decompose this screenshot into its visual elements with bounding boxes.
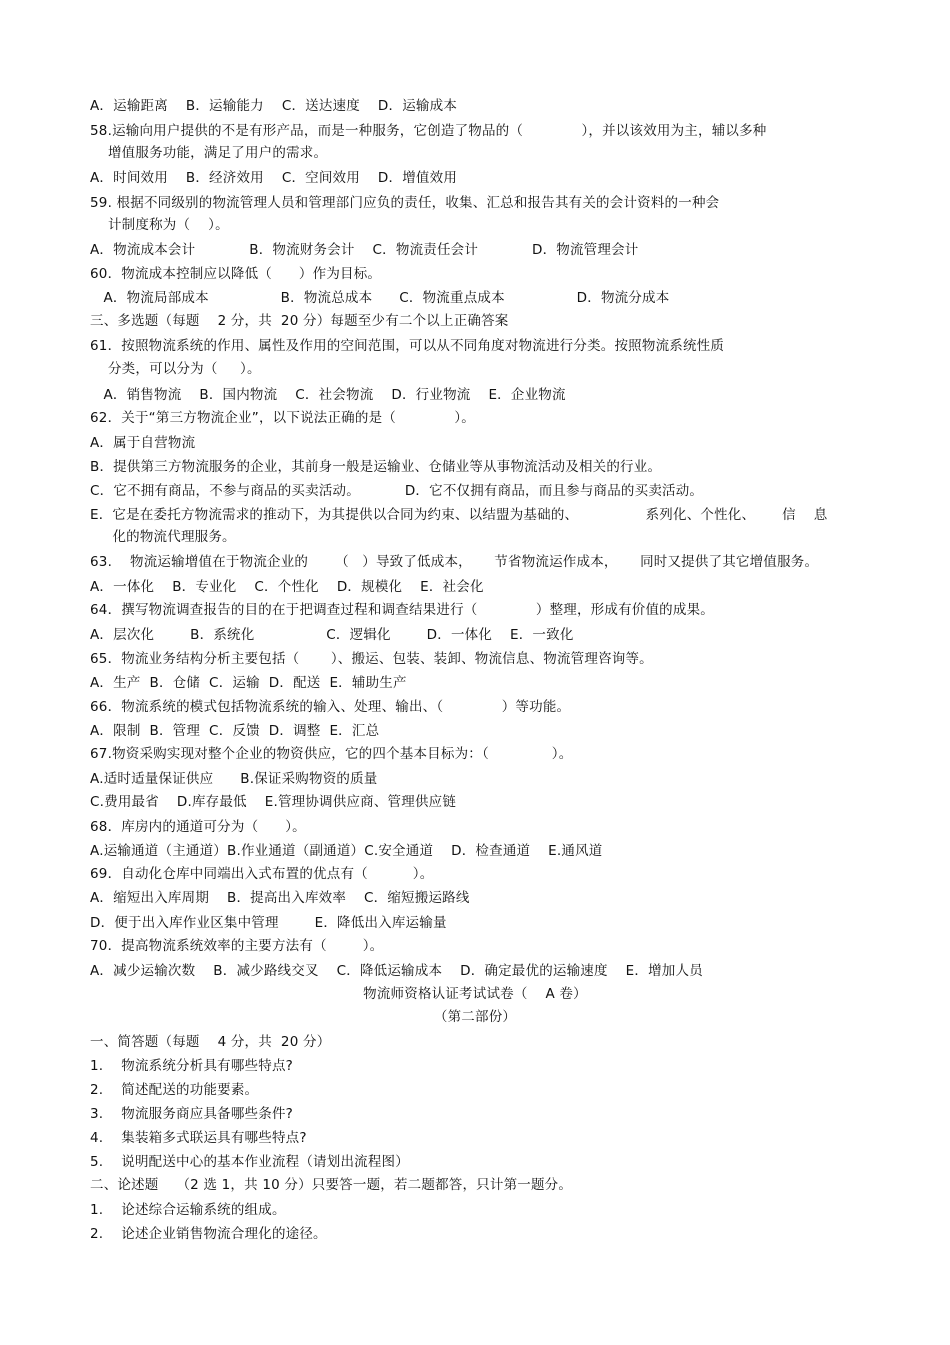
q60-text: 60．物流成本控制应以降低（ ）作为目标。 — [90, 266, 382, 282]
q58-text-cont: 增值服务功能，满足了用户的需求。 — [90, 145, 328, 161]
q67-options-ab: A.适时适量保证供应 B.保证采购物资的质量 — [90, 771, 378, 787]
short-answer-item: 4. 集装箱多式联运具有哪些特点? — [90, 1130, 307, 1146]
q58-options: A．时间效用 B．经济效用 C．空间效用 D．增值效用 — [90, 170, 458, 186]
q70-text: 70．提高物流系统效率的主要方法有（ ）。 — [90, 938, 384, 954]
q62-option-b: B．提供第三方物流服务的企业，其前身一般是运输业、仓储业等从事物流活动及相关的行业。 — [90, 459, 662, 475]
q68-text: 68．库房内的通道可分为（ ）。 — [90, 819, 306, 835]
short-answer-item: 3. 物流服务商应具备哪些条件? — [90, 1106, 294, 1122]
q62-option-e-cont: 化的物流代理服务。 — [90, 529, 236, 545]
short-answer-item: 2. 简述配送的功能要素。 — [90, 1082, 259, 1098]
q62-option-c-d: C．它不拥有商品，不参与商品的买卖活动。 D．它不仅拥有商品，而且参与商品的买卖活动。 — [90, 483, 704, 499]
q66-text: 66．物流系统的模式包括物流系统的输入、处理、输出、（ ）等功能。 — [90, 699, 571, 715]
section-essay-heading: 二、论述题 （2 选 1，共 10 分）只要答一题，若二题都答，只计第一题分。 — [90, 1177, 573, 1193]
q70-options: A．减少运输次数 B．减少路线交叉 C．降低运输成本 D．确定最优的运输速度 E．增加人员 — [90, 963, 703, 979]
q59-text: 59. 根据不同级别的物流管理人员和管理部门应负的责任，收集、汇总和报告其有关的会计资料的一种会 — [90, 195, 720, 211]
short-answer-item: 5. 说明配送中心的基本作业流程（请划出流程图） — [90, 1154, 409, 1170]
q66-options: A．限制 B．管理 C．反馈 D．调整 E．汇总 — [90, 723, 380, 739]
q64-text: 64．撰写物流调查报告的目的在于把调查过程和调查结果进行（ ）整理，形成有价值的成果。 — [90, 602, 714, 618]
short-answer-item: 1. 物流系统分析具有哪些特点? — [90, 1058, 294, 1074]
q57-options: A．运输距离 B．运输能力 C．送达速度 D．运输成本 — [90, 98, 458, 114]
q69-text: 69．自动化仓库中同端出入式布置的优点有（ ）。 — [90, 866, 434, 882]
q59-options: A．物流成本会计 B．物流财务会计 C．物流责任会计 D．物流管理会计 — [90, 242, 639, 258]
exam-title: 物流师资格认证考试试卷（ A 卷） — [363, 986, 587, 1002]
q64-options: A．层次化 B．系统化 C．逻辑化 D．一体化 E．一致化 — [90, 627, 574, 643]
section-short-answer-heading: 一、简答题（每题 4 分，共 20 分） — [90, 1034, 331, 1050]
q62-option-e: E．它是在委托方物流需求的推动下，为其提供以合同为约束、以结盟为基础的、 系列化、个性化、 信 息 — [90, 507, 828, 523]
q67-options-cde: C.费用最省 D.库存最低 E.管理协调供应商、管理供应链 — [90, 794, 457, 810]
q62-text: 62．关于“第三方物流企业”，以下说法正确的是（ ）。 — [90, 410, 476, 426]
q63-text: 63. 物流运输增值在于物流企业的 （ ）导致了低成本， 节省物流运作成本， 同时又提供了其它增值服务。 — [90, 554, 819, 570]
q62-option-a: A．属于自营物流 — [90, 435, 196, 451]
q69-options-abc: A．缩短出入库周期 B．提高出入库效率 C．缩短搬运路线 — [90, 890, 470, 906]
q65-options: A．生产 B．仓储 C．运输 D．配送 E．辅助生产 — [90, 675, 407, 691]
section-multiple-choice-heading: 三、多选题（每题 2 分，共 20 分）每题至少有二个以上正确答案 — [90, 313, 509, 329]
q60-options: A．物流局部成本 B．物流总成本 C．物流重点成本 D．物流分成本 — [90, 290, 670, 306]
q67-text: 67.物资采购实现对整个企业的物资供应，它的四个基本目标为：（ ）。 — [90, 746, 573, 762]
q61-text-cont: 分类，可以分为（ ）。 — [90, 361, 261, 377]
q68-options: A.运输通道（主通道）B.作业通道（副通道）C.安全通道 D．检查通道 E.通风道 — [90, 843, 603, 859]
exam-subtitle: （第二部份） — [433, 1009, 517, 1025]
q61-text: 61．按照物流系统的作用、属性及作用的空间范围，可以从不同角度对物流进行分类。按照物流系统性质 — [90, 338, 725, 354]
essay-item: 2. 论述企业销售物流合理化的途径。 — [90, 1226, 327, 1242]
q59-text-cont: 计制度称为（ ）。 — [90, 217, 229, 233]
q61-options: A．销售物流 B．国内物流 C．社会物流 D．行业物流 E．企业物流 — [90, 387, 566, 403]
q58-text: 58.运输向用户提供的不是有形产品，而是一种服务，它创造了物品的（ ），并以该效用为主，辅以多种 — [90, 123, 767, 139]
q69-options-de: D．便于出入库作业区集中管理 E．降低出入库运输量 — [90, 915, 447, 931]
q65-text: 65．物流业务结构分析主要包括（ ）、搬运、包装、装卸、物流信息、物流管理咨询等。 — [90, 651, 653, 667]
q63-options: A．一体化 B．专业化 C．个性化 D．规模化 E．社会化 — [90, 579, 484, 595]
essay-item: 1. 论述综合运输系统的组成。 — [90, 1202, 286, 1218]
